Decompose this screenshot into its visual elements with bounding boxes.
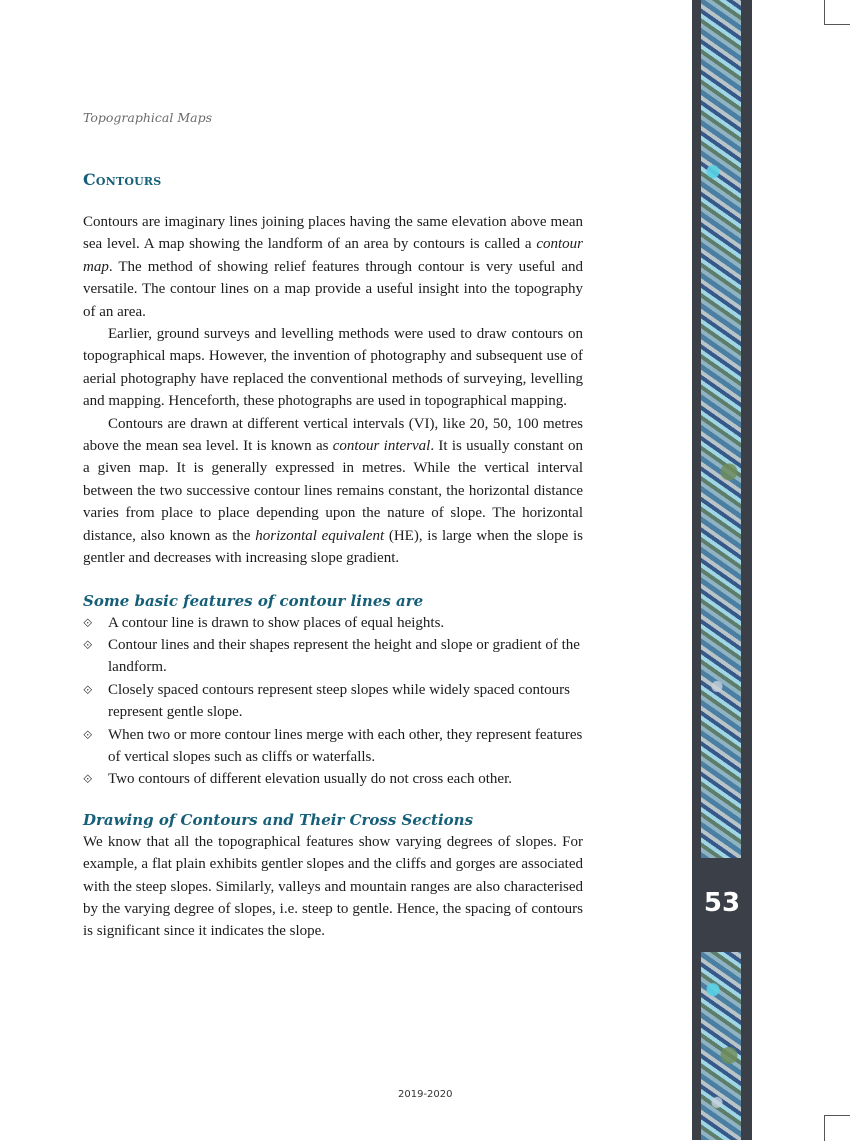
footer-year: 2019-2020 — [398, 1089, 453, 1100]
term-contour-map: contour map — [83, 236, 583, 275]
drawing-paragraph: We know that all the topographical features show varying degrees of slopes. For example, a flat plain exhibits gentler slopes and the cliffs and gorges are associated with the steep slopes. Similarly, valleys and mountain ranges are also characterised by the varying degree of slopes, i.e. steep to gentle. Hence, the spacing of contours is significant since it indicates the slope. — [83, 833, 583, 940]
diamond-bullet-icon: ⟐ — [83, 615, 93, 630]
features-list — [83, 612, 583, 791]
running-head: Topographical Maps — [83, 110, 212, 125]
diamond-bullet-icon: ⟐ — [83, 637, 93, 652]
satellite-image-strip-top — [701, 0, 741, 858]
term-contour-interval: contour interval — [332, 438, 431, 455]
crop-mark-top-right — [824, 0, 850, 25]
paragraph-intervals: Contours are drawn at different vertical intervals (VI), like 20, 50, 100 metres above the mean sea level. It is known as contour interval. It is usually constant on a given map. It is generally expressed in metres. While the vertical interval between the two successive contour lines remains constant, the horizontal distance varies from place to place depending upon the nature of slope. The horizontal distance, also known as the horizontal equivalent (HE), is large when the slope is gentler and decreases with increasing slope gradient. — [83, 415, 584, 567]
term-horizontal-equivalent: horizontal equivalent — [255, 527, 385, 544]
diamond-bullet-icon: ⟐ — [83, 772, 93, 787]
paragraph-surveys: Earlier, ground surveys and levelling methods were used to draw contours on topographical maps. However, the invention of photography and subsequent use of aerial photography have replaced the conventional methods of surveying, levelling and mapping. Henceforth, these photographs are used in topographical mapping. — [83, 326, 583, 410]
drawing-heading: Drawing of Contours and Their Cross Sections — [83, 810, 474, 829]
list-item: ⟐ Closely spaced contours represent steep slopes while widely spaced contours represent gentle slope. — [83, 679, 583, 724]
main-content — [83, 170, 583, 943]
features-heading: Some basic features of contour lines are — [83, 591, 424, 610]
page-number: 53 — [703, 888, 741, 918]
intro-paragraph: Contours are imaginary lines joining places having the same elevation above mean sea level. A map showing the landform of an area by contours is called a contour map. The method of showing relief features through contour is very useful and versatile. The contour lines on a map provide a useful insight into the topography of an area. — [83, 214, 583, 320]
list-item: ⟐ When two or more contour lines merge with each other, they represent features of vertical slopes such as cliffs or waterfalls. — [83, 724, 583, 769]
diamond-bullet-icon: ⟐ — [83, 727, 93, 742]
list-item: ⟐ Contour lines and their shapes represent the height and slope or gradient of the landform. — [83, 634, 583, 679]
crop-mark-bottom-right — [824, 1115, 850, 1141]
list-item: ⟐ Two contours of different elevation usually do not cross each other. — [83, 768, 583, 790]
satellite-image-strip-bottom — [701, 952, 741, 1140]
list-item: ⟐ A contour line is drawn to show places of equal heights. — [83, 612, 583, 634]
diamond-bullet-icon: ⟐ — [83, 682, 93, 697]
section-title: Contours — [83, 170, 162, 189]
